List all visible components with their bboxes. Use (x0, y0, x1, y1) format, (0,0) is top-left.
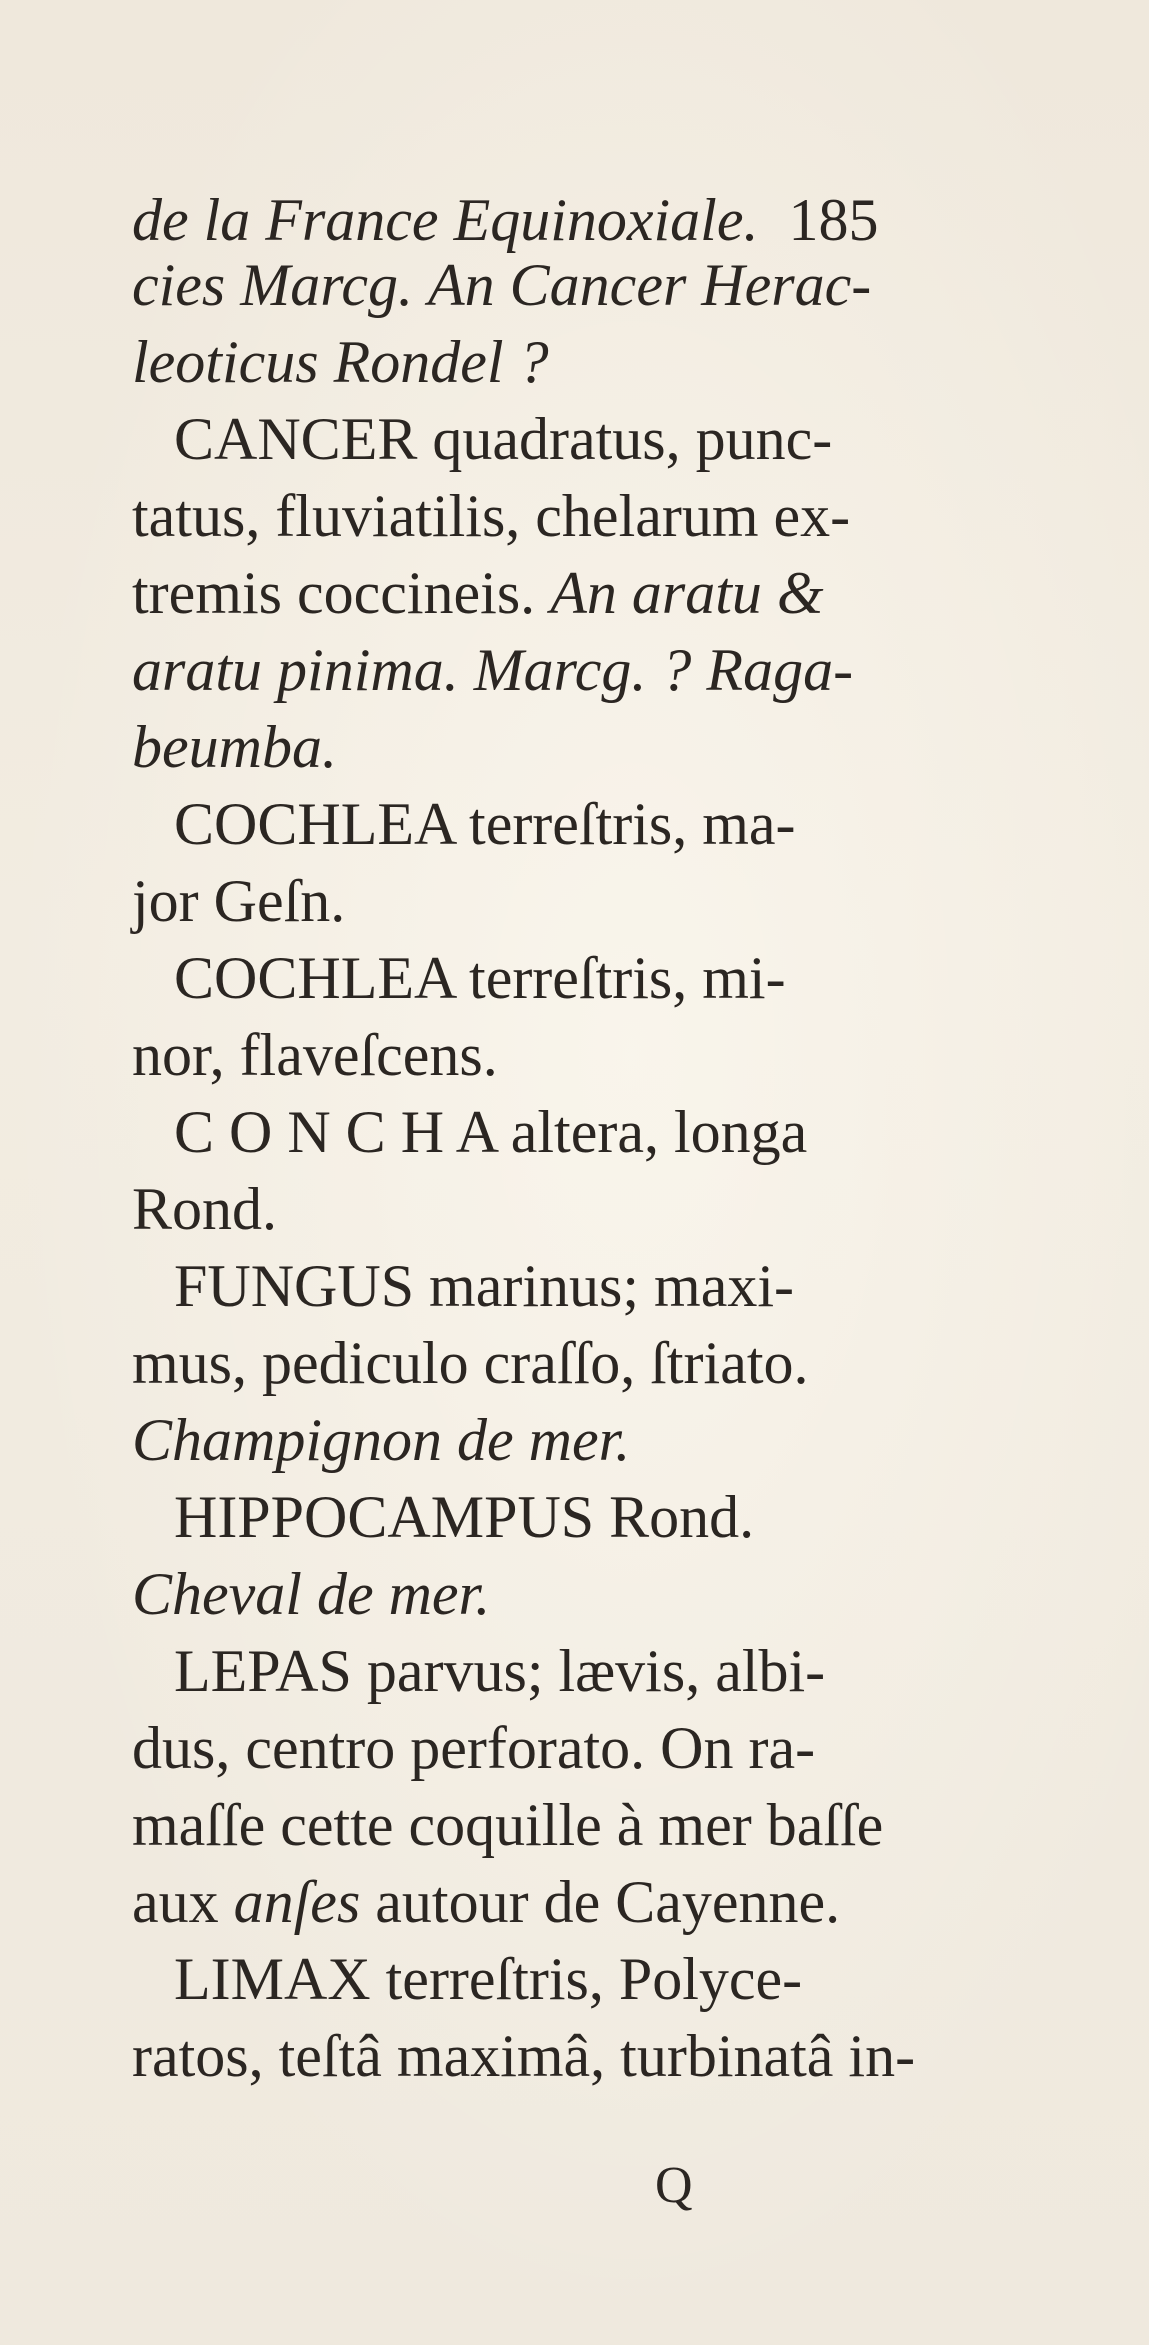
text-line (174, 1099, 808, 1165)
roman-text: Rond. (132, 1176, 278, 1242)
text-line (132, 714, 337, 780)
roman-text: COCHLEA terreſtris, ma- (174, 791, 796, 857)
text-line (174, 1638, 826, 1704)
text-line (132, 1330, 809, 1396)
text-line (132, 1407, 631, 1473)
roman-text: HIPPOCAMPUS Rond. (174, 1484, 755, 1550)
roman-text: C O N C H A altera, longa (174, 1099, 808, 1165)
roman-text: nor, flaveſcens. (132, 1022, 498, 1088)
text-line (132, 1022, 498, 1088)
roman-text: autour de Cayenne. (360, 1869, 841, 1935)
running-title: de la France Equinoxiale. (132, 187, 759, 253)
roman-text: aux (132, 1869, 234, 1935)
italic-text: An aratu & (550, 560, 824, 626)
roman-text: tatus, fluviatilis, chelarum ex- (132, 483, 851, 549)
italic-text: anſes (233, 1869, 361, 1935)
text-line (132, 868, 346, 934)
italic-text: leoticus Rondel ? (132, 329, 549, 395)
roman-text: LIMAX terreſtris, Polyce- (174, 1946, 803, 2012)
text-line (174, 1253, 794, 1319)
running-head (132, 187, 879, 253)
text-line (132, 2023, 916, 2089)
roman-text: mus, pediculo craſſo, ſtriato. (132, 1330, 809, 1396)
italic-text: beumba. (132, 714, 337, 780)
text-line (132, 1715, 816, 1781)
roman-text: COCHLEA terreſtris, mi- (174, 945, 786, 1011)
italic-text: aratu pinima. Marcg. ? Raga- (132, 637, 854, 703)
signature-mark: Q (655, 2157, 693, 2214)
text-line (132, 252, 872, 318)
text-line (132, 637, 854, 703)
roman-text: ratos, teſtâ maximâ, turbinatâ in- (132, 2023, 916, 2089)
text-line (132, 1561, 491, 1627)
text-line (132, 329, 549, 395)
text-line (132, 1792, 884, 1858)
italic-text: An Cancer Herac- (428, 252, 872, 318)
text-line (132, 483, 851, 549)
text-line (132, 560, 824, 626)
text-line (174, 406, 833, 472)
text-line (174, 1484, 755, 1550)
roman-text: CANCER quadratus, punc- (174, 406, 833, 472)
text-line (174, 791, 796, 857)
text-line (174, 945, 786, 1011)
roman-text: tremis coccineis. (132, 560, 551, 626)
roman-text: LEPAS parvus; lævis, albi- (174, 1638, 826, 1704)
italic-text: Marcg. (240, 252, 414, 318)
text-line (132, 1176, 278, 1242)
roman-text: maſſe cette coquille à mer baſſe (132, 1792, 884, 1858)
roman-text: jor Geſn. (132, 868, 346, 934)
text-line (132, 1869, 841, 1935)
roman-text (413, 252, 428, 318)
italic-text: Cheval de mer. (132, 1561, 491, 1627)
roman-text: FUNGUS marinus; maxi- (174, 1253, 794, 1319)
text-line (174, 1946, 803, 2012)
italic-text: Champignon de mer. (132, 1407, 631, 1473)
page-number: 185 (788, 187, 879, 253)
italic-text: cies (132, 252, 241, 318)
roman-text: dus, centro perforato. On ra- (132, 1715, 816, 1781)
